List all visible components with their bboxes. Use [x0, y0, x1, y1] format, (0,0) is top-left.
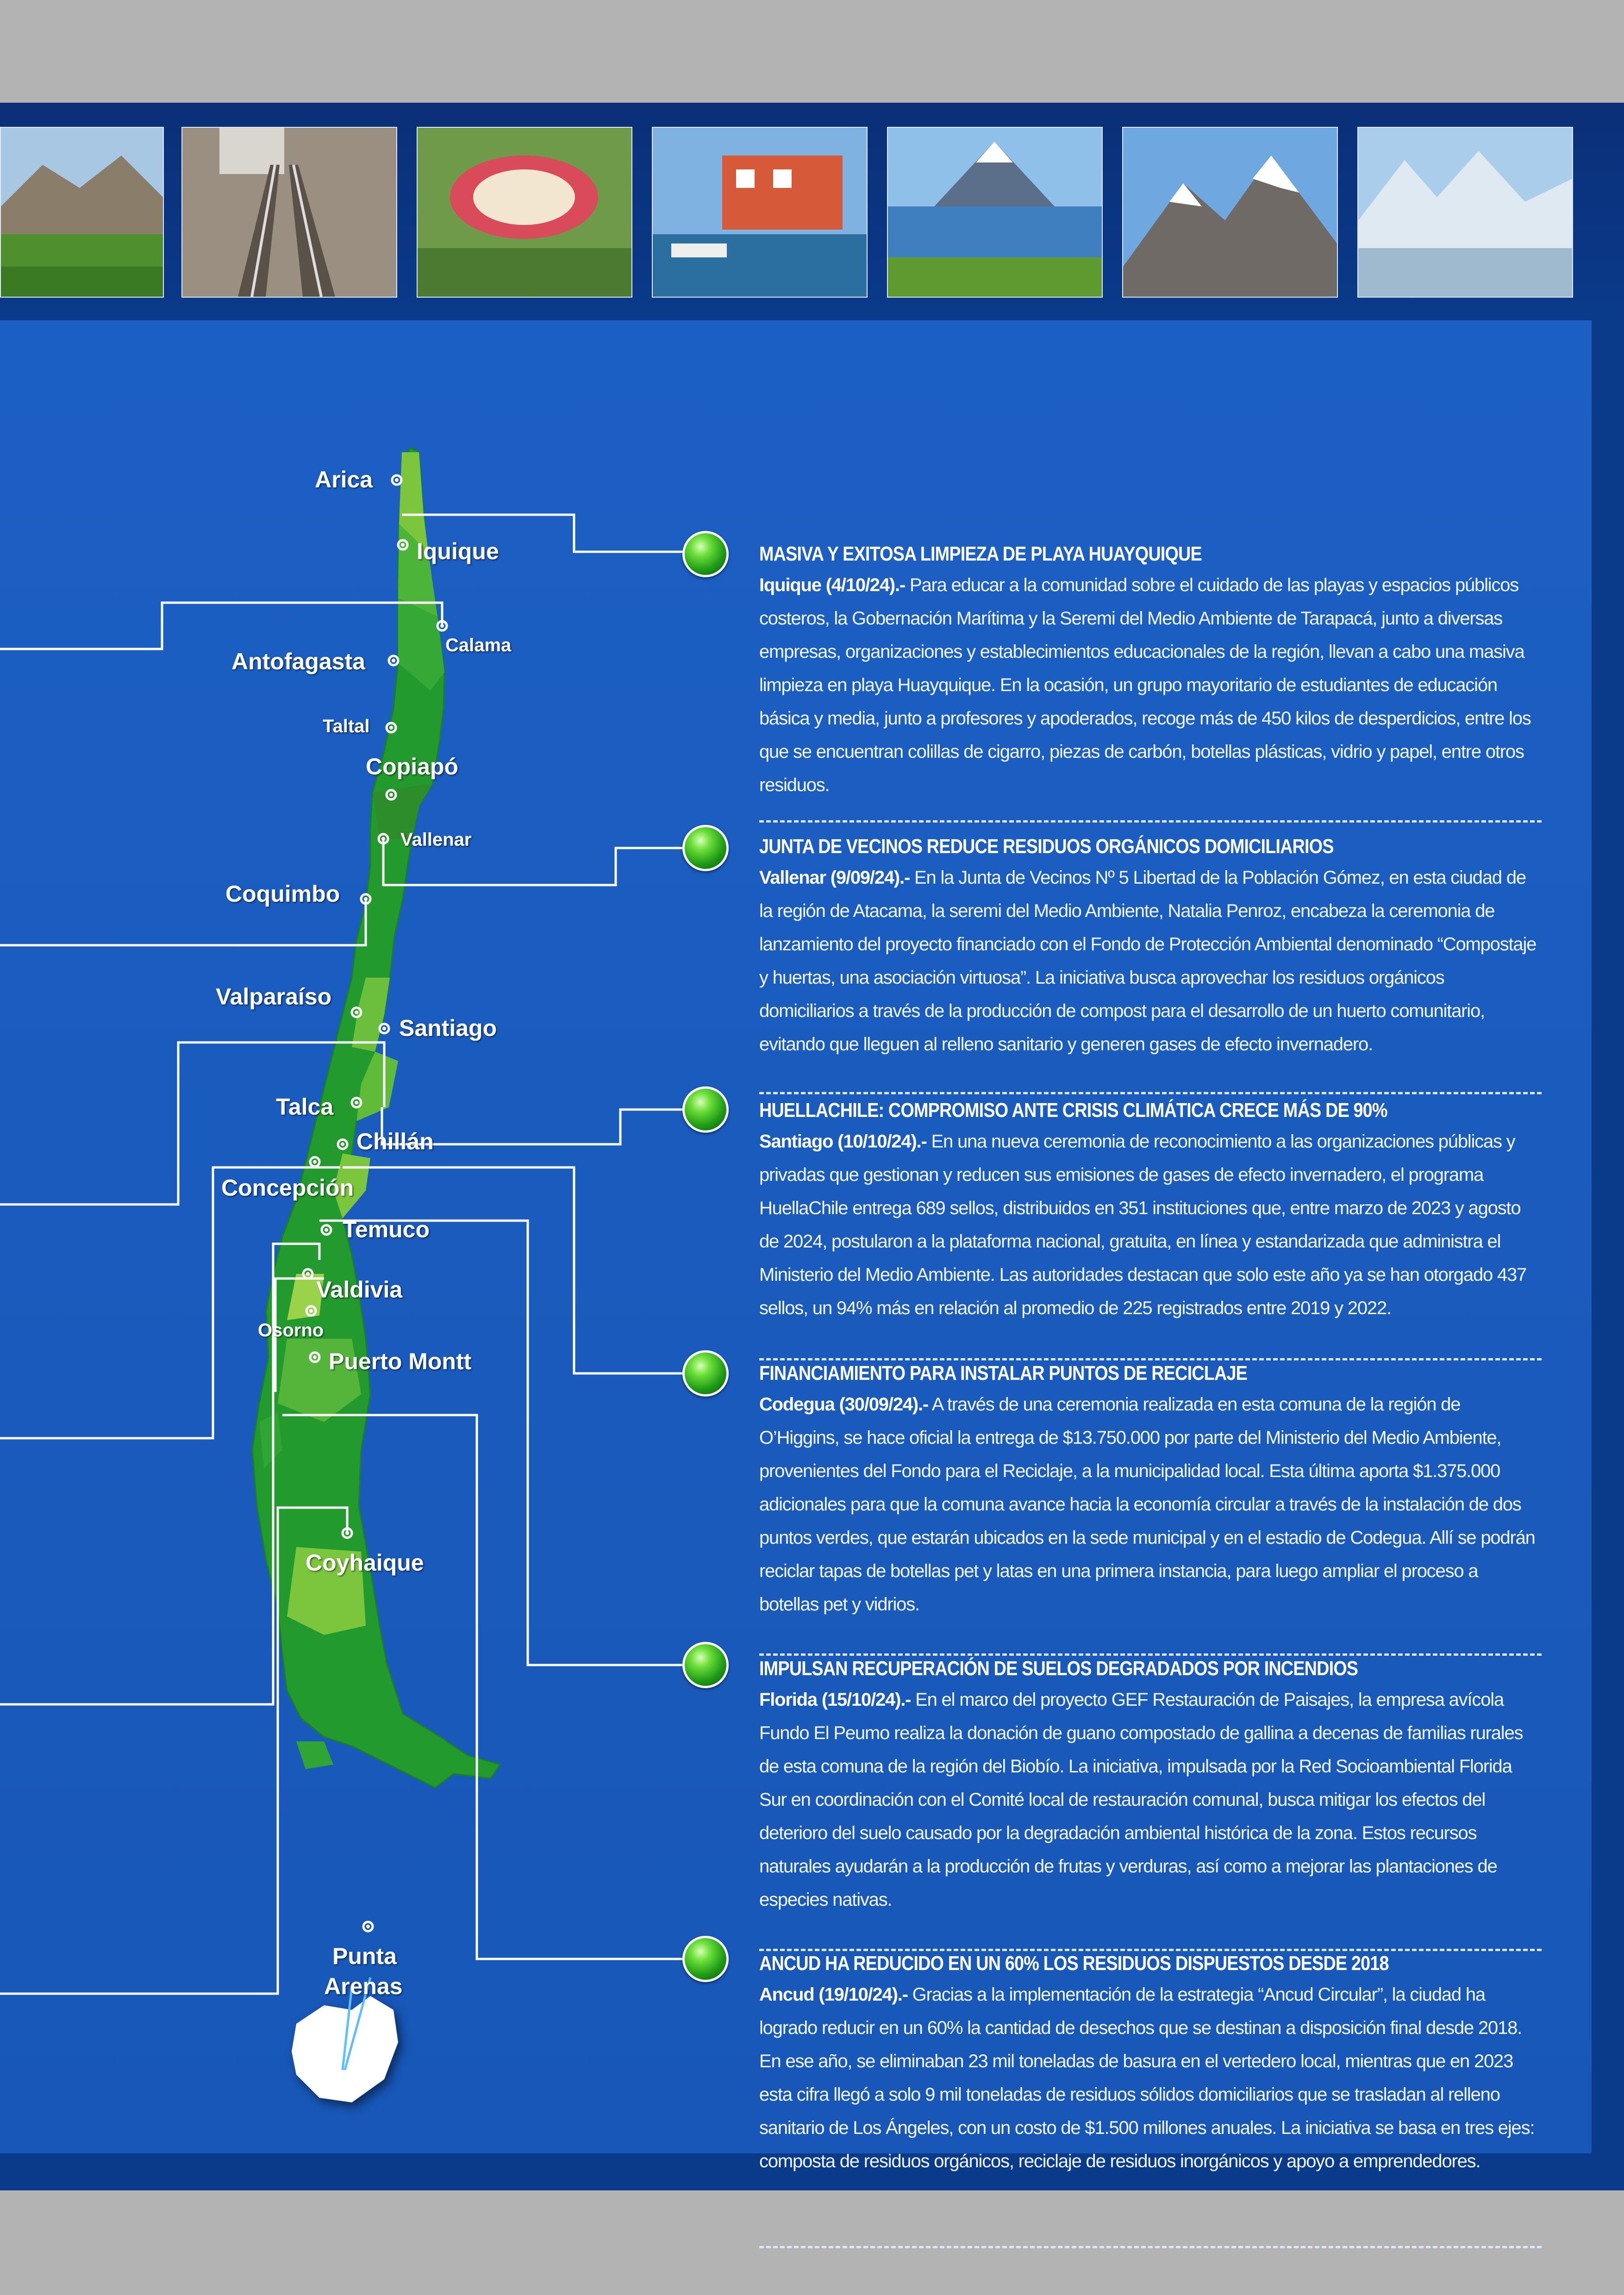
news-bullet-5 [682, 1642, 729, 1688]
city-vallenar: Vallenar [400, 829, 472, 850]
news-lead: Iquique (4/10/24).- [759, 575, 906, 595]
news-lead: Ancud (19/10/24).- [759, 1984, 908, 2005]
news-body: En el marco del proyecto GEF Restauración de Paisajes, la empresa avícola Fundo El Peumo realiza la donación de guano compostado de gallina a decenas de familias rurales de esta comuna de la región del Biobío. La iniciativa, impulsada por la Red Socioambiental Florida Sur en coordinación con el Comité local de restauración comunal, busca mitigar los efectos del deterioro del suelo causado por la degradación ambiental histórica de la zona. Estos recursos naturales ayudarán a la producción de frutas y verduras, así como a mejorar las plantaciones de especies nativas. [759, 1690, 1523, 1910]
news-body: En una nueva ceremonia de reconocimiento a las organizaciones públicas y privadas que gestionan y reducen sus emisiones de gases de efecto invernadero, el programa HuellaChile entrega 689 sellos, distribuidos en 351 instituciones que, entre marzo de 2023 y agosto de 2024, postularon a la plataforma nacional, gratuita, en línea y estandarizada que administra el Ministerio del Medio Ambiente. Las autoridades destacan que solo este año ya se han otorgado 437 sellos, un 94% más en relación al promedio de 225 registrados entre 2019 y 2022. [759, 1131, 1527, 1318]
city-arica: Arica [315, 467, 373, 493]
city-chillan: Chillán [356, 1129, 434, 1154]
news-title: FINANCIAMIENTO PARA INSTALAR PUNTOS DE RECICLAJE [759, 1362, 1248, 1384]
funicular-photo [181, 127, 397, 298]
news-title: IMPULSAN RECUPERACIÓN DE SUELOS DEGRADADOS POR INCENDIOS [759, 1657, 1358, 1680]
city-calama: Calama [445, 635, 512, 655]
news-item [759, 1099, 1542, 1360]
city-valparaiso: Valparaíso [216, 984, 332, 1010]
content-board [0, 320, 1592, 2171]
news-item [759, 835, 1542, 1094]
news-bullet-6 [682, 1936, 729, 1982]
news-body: En la Junta de Vecinos Nº 5 Libertad de la Población Gómez, en esta ciudad de la región de Atacama, la seremi del Medio Ambiente, Natalia Penroz, encabeza la ceremonia de lanzamiento del proyecto financiado con el Fondo de Protección Ambiental denominado “Compostaje y huertas, una asociación virtuosa”. La iniciativa busca aprovechar los residuos orgánicos domiciliarios a través de la producción de compost para el desarrollo de un huerto comunitario, evitando que lleguen al relleno sanitario y generen gases de efecto invernadero. [759, 867, 1537, 1054]
news-text [759, 1978, 1542, 2178]
chile-map [0, 320, 713, 2153]
news-item [759, 1362, 1542, 1656]
city-arenas: Arenas [324, 1973, 403, 1999]
news-bullet-2 [682, 825, 729, 871]
snowy-mountain-photo [1122, 127, 1338, 298]
city-antofagasta: Antofagasta [231, 649, 365, 674]
city-valdivia: Valdivia [316, 1277, 403, 1303]
news-text [759, 1125, 1542, 1325]
city-iquique: Iquique [417, 538, 499, 564]
news-title: MASIVA Y EXITOSA LIMPIEZA DE PLAYA HUAYQUIQUE [759, 543, 1202, 565]
city-punta: Punta [332, 1943, 397, 1969]
flower-clock-photo [417, 127, 632, 298]
news-bullet-1 [682, 531, 729, 577]
city-concepcion: Concepción [221, 1175, 354, 1201]
news-lead: Florida (15/10/24).- [759, 1690, 911, 1710]
news-item [759, 543, 1542, 823]
news-item [759, 1657, 1542, 1951]
news-body: A través de una ceremonia realizada en esta comuna de la región de O’Higgins, se hace oficial la entrega de $13.750.000 por parte del Ministerio del Medio Ambiente, provenientes del Fondo para el Reciclaje, a la municipalidad local. Esta última aporta $1.375.000 adicionales para que la comuna avance hacia la economía circular a través de la instalación de dos puntos verdes, que estarán ubicados en la sede municipal y en el estadio de Codegua. Allí se podrán reciclar tapas de botellas pet y latas en una primera instancia, para luego ampliar el proceso a botellas pet y vidrios. [759, 1394, 1535, 1615]
news-lead: Vallenar (9/09/24).- [759, 867, 910, 888]
city-copiapo: Copiapó [366, 754, 458, 780]
news-title: JUNTA DE VECINOS REDUCE RESIDUOS ORGÁNICOS DOMICILIARIOS [759, 835, 1334, 858]
news-text [759, 1683, 1542, 1916]
news-text [759, 861, 1542, 1061]
news-title: ANCUD HA REDUCIDO EN UN 60% LOS RESIDUOS DISPUESTOS DESDE 2018 [759, 1952, 1389, 1975]
glacier-photo [1357, 127, 1573, 298]
volcano-lake-photo [887, 127, 1103, 298]
city-santiago: Santiago [399, 1015, 497, 1041]
city-coquimbo: Coquimbo [225, 881, 340, 907]
news-text [759, 568, 1542, 802]
news-lead: Santiago (10/10/24).- [759, 1131, 927, 1152]
news-text [759, 1388, 1542, 1621]
valley-photo [0, 127, 164, 298]
news-item [759, 1952, 1542, 2248]
news-lead: Codegua (30/09/24).- [759, 1394, 929, 1415]
city-talca: Talca [276, 1094, 334, 1120]
city-temuco: Temuco [343, 1216, 430, 1242]
news-bullet-3 [682, 1086, 729, 1133]
news-body: Para educar a la comunidad sobre el cuidado de las playas y espacios públicos costeros, la Gobernación Marítima y la Seremi del Medio Ambiente de Tarapacá, junto a diversas empresas, organizaciones y establecimientos educacionales de la región, llevan a cabo una masiva limpieza en playa Huayquique. En la ocasión, un grupo mayoritario de estudiantes de educación básica y media, junto a profesores y apoderados, recoge más de 450 kilos de desperdicios, entre los que se encuentran colillas de cigarro, piezas de carbón, botellas plásticas, vidrio y papel, entre otros residuos. [759, 575, 1531, 795]
city-taltal: Taltal [323, 716, 370, 736]
city-coyhaique: Coyhaique [306, 1550, 424, 1576]
news-body: Gracias a la implementación de la estrategia “Ancud Circular”, la ciudad ha logrado reducir en un 60% la cantidad de desechos que se destinan a disposición final desde 2018. En ese año, se eliminaban 23 mil toneladas de basura en el vertedero local, mientras que en 2023 esta cifra llegó a solo 9 mil toneladas de residuos sólidos domiciliarios que se trasladan al relleno sanitario de Los Ángeles, con un costo de $1.500 millones anuales. La iniciativa se basa en tres ejes: composta de residuos orgánicos, reciclaje de residuos inorgánicos y apoyo a emprendedores. [759, 1984, 1535, 2171]
news-title: HUELLACHILE: COMPROMISO ANTE CRISIS CLIMÁTICA CRECE MÁS DE 90% [759, 1099, 1387, 1122]
harbor-houses-photo [652, 127, 868, 298]
photo-strip [0, 103, 1624, 313]
city-puerto-montt: Puerto Montt [329, 1348, 472, 1374]
news-bullet-4 [682, 1350, 729, 1397]
city-osorno: Osorno [258, 1320, 324, 1341]
page-background [0, 103, 1624, 2190]
